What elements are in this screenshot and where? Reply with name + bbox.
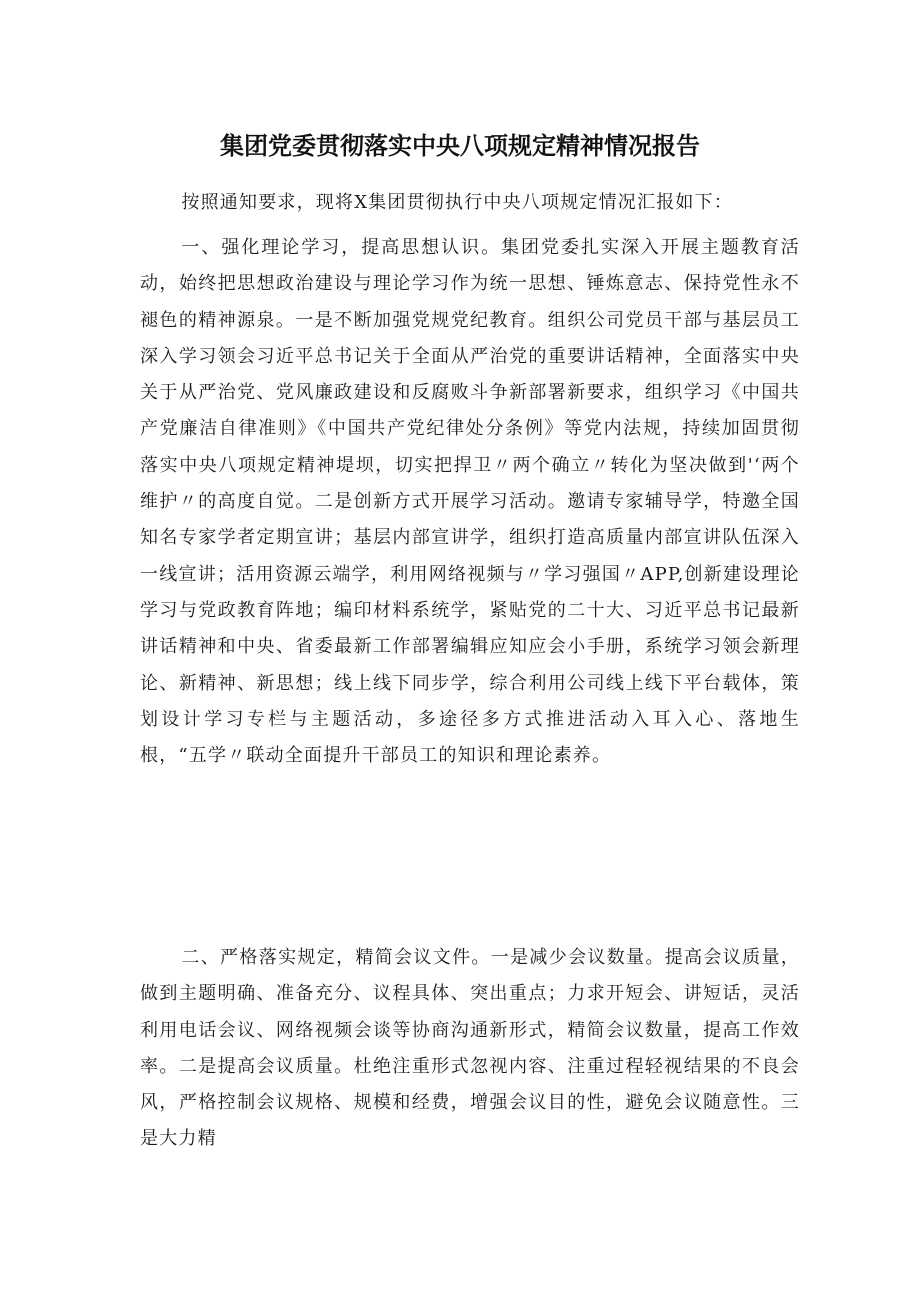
document-title: 集团党委贯彻落实中央八项规定精神情况报告 bbox=[220, 132, 700, 160]
section-two-block bbox=[140, 940, 800, 1158]
intro-paragraph: 按照通知要求，现将X集团贯彻执行中央八项规定情况汇报如下： bbox=[181, 192, 734, 213]
section-one-block bbox=[140, 230, 800, 774]
section-one-paragraph: 一、强化理论学习，提高思想认识。集团党委扎实深入开展主题教育活动，始终把思想政治建设与理论学习作为统一思想、锤炼意志、保持党性永不褪色的精神源泉。一是不断加强党规党纪教育。组织公司党员干部与基层员工深入学习领会习近平总书记关于全面从严治党的重要讲话精神，全面落实中央关于从严治党、党风廉政建设和反腐败斗争新部署新要求，组织学习《中国共产党廉洁自律准则》《中国共产党纪律处分条例》等党内法规，持续加固贯彻落实中央八项规定精神堤坝，切实把捍卫〃两个确立〃转化为坚决做到'‘两个维护〃的高度自觉。二是创新方式开展学习活动。邀请专家辅导学，特邀全国知名专家学者定期宣讲；基层内部宣讲学，组织打造高质量内部宣讲队伍深入一线宣讲；活用资源云端学，利用网络视频与〃学习强国〃APP,创新建设理论学习与党政教育阵地；编印材料系统学，紧贴党的二十大、习近平总书记最新讲话精神和中央、省委最新工作部署编辑应知应会小手册，系统学习领会新理论、新精神、新思想；线上线下同步学，综合利用公司线上线下平台载体，策划设计学习专栏与主题活动，多途径多方式推进活动入耳入心、落地生根，“五学〃联动全面提升干部员工的知识和理论素养。 bbox=[140, 237, 800, 767]
section-two-paragraph: 二、严格落实规定，精简会议文件。一是减少会议数量。提高会议质量，做到主题明确、准备充分、议程具体、突出重点；力求开短会、讲短话，灵活利用电话会议、网络视频会谈等协商沟通新形式，精简会议数量，提高工作效率。二是提高会议质量。杜绝注重形式忽视内容、注重过程轻视结果的不良会风，严格控制会议规格、规模和经费，增强会议目的性，避免会议随意性。三是大力精 bbox=[140, 947, 800, 1150]
intro-paragraph-block bbox=[140, 185, 800, 221]
